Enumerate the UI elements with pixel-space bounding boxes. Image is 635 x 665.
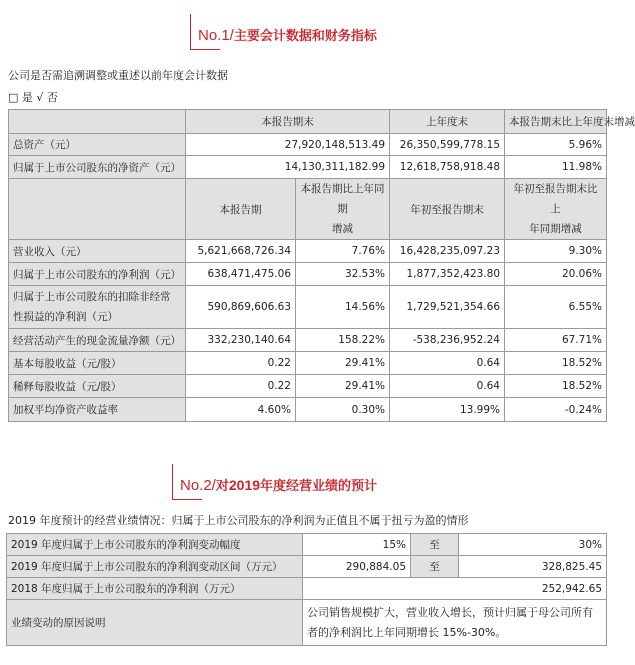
cell: 6.55% [505, 286, 607, 329]
header-line: 本报告期比上年同期 [300, 183, 385, 215]
cell: 0.64 [390, 375, 505, 398]
row-label: 归属于上市公司股东的净资产（元） [9, 156, 186, 179]
cell: 332,230,140.64 [186, 329, 296, 352]
row-label: 稀释每股收益（元/股） [9, 375, 186, 398]
header-cell: 本报告期末 [186, 110, 390, 134]
row-label [9, 286, 186, 329]
cell: 67.71% [505, 329, 607, 352]
row-label: 2019 年度归属于上市公司股东的净利润变动区间（万元） [7, 556, 303, 578]
row-label: 总资产（元） [9, 134, 186, 156]
row-label: 归属于上市公司股东的净利润（元） [9, 263, 186, 286]
table-header-row-2 [9, 179, 607, 240]
header-cell [296, 179, 390, 240]
section-2-heading-pre: 对 [215, 478, 229, 494]
header-cell [505, 179, 607, 240]
cell: 27,920,148,513.49 [186, 134, 390, 156]
table-row [9, 375, 607, 398]
cell: 11.98% [505, 156, 607, 179]
cell: 26,350,599,778.15 [390, 134, 505, 156]
table-row [9, 286, 607, 329]
section-2-heading-year: 2019 [228, 476, 261, 493]
cell: 20.06% [505, 263, 607, 286]
cell: 0.22 [186, 352, 296, 375]
cell: 12,618,758,918.48 [390, 156, 505, 179]
table-row [7, 600, 607, 646]
cell: 32.53% [296, 263, 390, 286]
financial-data-table [8, 109, 635, 422]
row-label: 2018 年度归属于上市公司股东的净利润（万元） [7, 578, 303, 600]
cell: 0.64 [390, 352, 505, 375]
cell: 30% [459, 534, 607, 556]
cell: 1,877,352,423.80 [390, 263, 505, 286]
cell: -0.24% [505, 398, 607, 422]
row-label: 营业收入（元） [9, 240, 186, 263]
cell: 7.76% [296, 240, 390, 263]
cell: 9.30% [505, 240, 607, 263]
header-cell: 上年度末 [390, 110, 505, 134]
header-cell: 年初至报告期末 [390, 179, 505, 240]
table-row [9, 352, 607, 375]
row-label: 加权平均净资产收益率 [9, 398, 186, 422]
cell: 16,428,235,097.23 [390, 240, 505, 263]
cell: 1,729,521,354.66 [390, 286, 505, 329]
forecast-table [6, 533, 607, 646]
cell: 18.52% [505, 352, 607, 375]
table-row [7, 556, 607, 578]
cell: 5,621,668,726.34 [186, 240, 296, 263]
cell: 0.22 [186, 375, 296, 398]
header-line: 增减 [332, 223, 353, 235]
row-label: 经营活动产生的现金流量净额（元） [9, 329, 186, 352]
section-2-title [172, 464, 492, 500]
cell: 14.56% [296, 286, 390, 329]
cell: 至 [411, 556, 459, 578]
row-label-line: 性损益的净利润（元） [13, 311, 118, 323]
row-label: 基本每股收益（元/股） [9, 352, 186, 375]
cell: 18.52% [505, 375, 607, 398]
cell: 15% [303, 534, 411, 556]
cell: 590,869,606.63 [186, 286, 296, 329]
restatement-answer: □ 是 √ 否 [8, 91, 58, 104]
row-label-line: 归属于上市公司股东的扣除非经常 [13, 291, 171, 303]
table-row [9, 156, 607, 179]
cell: 29.41% [296, 352, 390, 375]
cell: 13.99% [390, 398, 505, 422]
header-cell [9, 179, 186, 240]
forecast-note: 2019 年度预计的经营业绩情况：归属于上市公司股东的净利润为正值且不属于扭亏为盈的情形 [8, 514, 469, 527]
reason-text: 公司销售规模扩大，营业收入增长，预计归属于母公司所有者的净利润比上年同期增长 15%-30%。 [303, 600, 607, 646]
header-cell: 本报告期末比上年度末增减 [505, 110, 607, 134]
cell: 158.22% [296, 329, 390, 352]
cell: 4.60% [186, 398, 296, 422]
table-row [9, 398, 607, 422]
table-header-row [9, 110, 607, 134]
section-1-heading: 主要会计数据和财务指标 [233, 28, 377, 44]
table-row [9, 329, 607, 352]
table-row [9, 134, 607, 156]
cell: 328,825.45 [459, 556, 607, 578]
cell: -538,236,952.24 [390, 329, 505, 352]
section-2-number: No.2/ [180, 476, 216, 494]
table-row [9, 263, 607, 286]
table-row [9, 240, 607, 263]
cell: 638,471,475.06 [186, 263, 296, 286]
section-2-heading-post: 年度经营业绩的预计 [260, 478, 378, 494]
restatement-question: 公司是否需追溯调整或重述以前年度会计数据 [8, 69, 228, 82]
header-cell [9, 110, 186, 134]
header-cell: 本报告期 [186, 179, 296, 240]
cell: 14,130,311,182.99 [186, 156, 390, 179]
table-row [7, 578, 607, 600]
cell: 至 [411, 534, 459, 556]
header-line: 年同期增减 [529, 223, 582, 235]
table-row [7, 534, 607, 556]
cell: 5.96% [505, 134, 607, 156]
header-line: 年初至报告期末比上 [513, 183, 598, 215]
cell: 290,884.05 [303, 556, 411, 578]
cell: 0.30% [296, 398, 390, 422]
row-label: 业绩变动的原因说明 [7, 600, 303, 646]
cell: 29.41% [296, 375, 390, 398]
section-1-number: No.1/ [198, 26, 234, 44]
cell: 252,942.65 [303, 578, 607, 600]
section-1-title [190, 14, 490, 50]
row-label: 2019 年度归属于上市公司股东的净利润变动幅度 [7, 534, 303, 556]
